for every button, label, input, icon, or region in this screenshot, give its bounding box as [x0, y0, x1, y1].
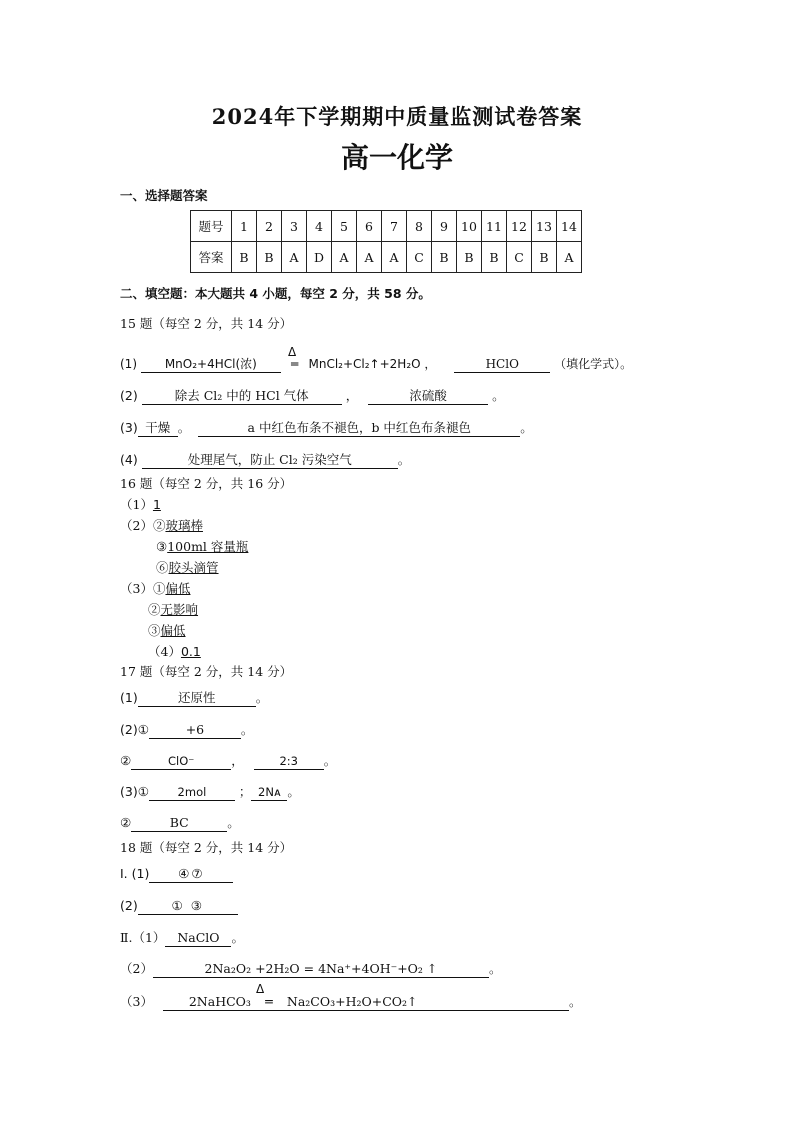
answer-cell: C — [507, 242, 532, 273]
q15-l1-sep: ， — [424, 357, 437, 371]
question-number-cell: 11 — [482, 211, 507, 242]
q17-l4-prefix: (3)① — [120, 784, 149, 799]
q17-l4-sep: ； — [238, 784, 252, 799]
q16-l1-answer: 1 — [152, 497, 161, 512]
q17-l3-answer2: 2:3 — [254, 753, 324, 770]
answer-cell: A — [332, 242, 357, 273]
q16-line2 — [120, 518, 203, 533]
answer-cell: A — [282, 242, 307, 273]
q18-l5-end: 。 — [568, 994, 582, 1009]
q15-l3-prefix: (3) — [120, 420, 138, 435]
q16-header: 16 题（每空 2 分，共 16 分） — [120, 476, 293, 491]
q16-l7-answer: 偏低 — [160, 623, 186, 638]
question-number-cell: 1 — [232, 211, 257, 242]
question-number-cell: 8 — [407, 211, 432, 242]
q15-l4-answer: 处理尾气，防止 Cl₂ 污染空气 — [142, 452, 398, 469]
q18-l5-answer — [163, 994, 569, 1011]
q15-header: 15 题（每空 2 分，共 14 分） — [120, 316, 293, 331]
q17-l5-answer: BC — [131, 815, 227, 832]
q18-l2-prefix: (2) — [120, 898, 138, 913]
answer-cell: D — [307, 242, 332, 273]
q17-l4-end: 。 — [287, 784, 300, 799]
q15-line1 — [120, 356, 632, 373]
answer-cell: A — [357, 242, 382, 273]
q16-line7 — [148, 623, 186, 638]
q17-header: 17 题（每空 2 分，共 14 分） — [120, 664, 293, 679]
q17-l3-end: 。 — [323, 753, 337, 768]
q16-l4-answer: 胶头滴管 — [168, 560, 219, 575]
q15-l3-sep: 。 — [177, 420, 191, 435]
q18-l4-end: 。 — [488, 961, 502, 976]
answer-cell: B — [257, 242, 282, 273]
q15-l4-prefix: (4) — [120, 452, 138, 467]
question-number-cell: 2 — [257, 211, 282, 242]
equals-sign: ═ — [291, 357, 299, 371]
row-label-answer: 答案 — [191, 242, 232, 273]
table-row-answers — [191, 242, 582, 273]
page-subtitle: 高一化学 — [340, 141, 453, 174]
q16-line1 — [120, 497, 161, 512]
q18-l3-answer: NaClO — [165, 930, 231, 947]
question-number-cell: 10 — [457, 211, 482, 242]
delta-heat-symbol: Δ — [256, 982, 265, 996]
q15-l1-equation-right: MnCl₂+Cl₂↑+2H₂O — [308, 357, 421, 371]
q16-l6-answer: 无影响 — [160, 602, 199, 617]
q17-line3 — [120, 753, 336, 770]
q18-l3-end: 。 — [231, 930, 244, 945]
q15-line2 — [120, 388, 505, 405]
q16-l7-prefix: ③ — [148, 623, 161, 638]
q15-l4-end: 。 — [397, 452, 411, 467]
q16-l3-prefix: ③ — [156, 539, 168, 554]
q15-line4 — [120, 452, 410, 469]
q16-line5 — [120, 581, 190, 596]
q18-l5-equation-right: Na₂CO₃+H₂O+CO₂↑ — [286, 994, 418, 1009]
q15-l2-prefix: (2) — [120, 388, 138, 403]
q16-l2-prefix: （2）② — [120, 518, 166, 533]
q15-l2-answer1: 除去 Cl₂ 中的 HCl 气体 — [142, 388, 342, 405]
question-number-cell: 3 — [282, 211, 307, 242]
q18-l2-answer: ① ③ — [138, 898, 238, 915]
answer-cell: B — [232, 242, 257, 273]
q18-l1-answer: ④⑦ — [149, 866, 233, 883]
q17-l1-end: 。 — [255, 690, 269, 705]
answer-cell: B — [457, 242, 482, 273]
q16-l3-answer: 100ml 容量瓶 — [167, 539, 249, 554]
q15-l3-answer1: 干燥 — [138, 420, 178, 437]
equals-sign: ═ — [265, 994, 273, 1009]
answer-cell: A — [382, 242, 407, 273]
answer-cell: C — [407, 242, 432, 273]
q18-line4 — [120, 961, 501, 978]
q17-l3-prefix: ② — [120, 753, 132, 768]
q15-l1-prefix: (1) — [120, 357, 137, 371]
q16-l8-answer: 0.1 — [180, 644, 201, 659]
q18-l5-equation-left: 2NaHCO₃ — [188, 994, 251, 1009]
question-number-cell: 9 — [432, 211, 457, 242]
q18-l5-prefix: （3） — [120, 994, 153, 1009]
q16-line8 — [148, 644, 201, 659]
q16-line6 — [148, 602, 198, 617]
q16-line4 — [156, 560, 219, 575]
q15-l1-note: （填化学式）。 — [554, 357, 633, 371]
q16-l5-prefix: （3）① — [120, 581, 166, 596]
q17-line2 — [120, 722, 253, 739]
section2-heading: 二、填空题：本大题共 4 小题，每空 2 分，共 58 分。 — [120, 286, 431, 301]
answer-cell: A — [557, 242, 582, 273]
q17-l2-prefix: (2)① — [120, 722, 149, 737]
q15-l2-sep: ， — [345, 388, 359, 403]
q15-l2-answer2: 浓硫酸 — [368, 388, 488, 405]
answer-cell: B — [482, 242, 507, 273]
q16-l8-prefix: （4） — [148, 644, 181, 659]
delta-heat-symbol: Δ — [288, 345, 297, 359]
q17-line5 — [120, 815, 240, 832]
question-number-cell: 5 — [332, 211, 357, 242]
q15-l1-answer2: HClO — [454, 356, 550, 373]
q17-l2-end: 。 — [240, 722, 254, 737]
q18-l3-prefix: Ⅱ.（1） — [120, 930, 166, 945]
q17-line1 — [120, 690, 268, 707]
q18-l4-answer: 2Na₂O₂ +2H₂O = 4Na⁺+4OH⁻+O₂ ↑ — [153, 961, 489, 978]
q16-line3 — [156, 539, 248, 554]
q18-l4-prefix: （2） — [120, 961, 153, 976]
q18-l1-prefix: Ⅰ. (1) — [120, 866, 150, 881]
q17-line4 — [120, 784, 300, 801]
q15-l1-equation-left: MnO₂+4HCl(浓) — [141, 356, 281, 373]
q17-l3-answer1: ClO⁻ — [131, 753, 231, 770]
q16-l5-answer: 偏低 — [165, 581, 191, 596]
answer-table — [190, 210, 582, 273]
q18-header: 18 题（每空 2 分，共 14 分） — [120, 840, 293, 855]
q17-l5-prefix: ② — [120, 815, 132, 830]
q17-l1-prefix: (1) — [120, 690, 138, 705]
q18-line3 — [120, 930, 244, 947]
q15-line3 — [120, 420, 533, 437]
q18-line1 — [120, 866, 233, 883]
q16-l4-prefix: ⑥ — [156, 560, 169, 575]
question-number-cell: 14 — [557, 211, 582, 242]
q18-line5 — [120, 994, 581, 1011]
answer-cell: B — [432, 242, 457, 273]
question-number-cell: 4 — [307, 211, 332, 242]
q16-l1-prefix: （1） — [120, 497, 153, 512]
q17-l1-answer: 还原性 — [138, 690, 256, 707]
section1-heading: 一、选择题答案 — [120, 188, 208, 203]
answer-cell: B — [532, 242, 557, 273]
q15-l2-end: 。 — [492, 388, 505, 403]
page-title: 2024年下学期期中质量监测试卷答案 — [211, 104, 583, 129]
q17-l5-end: 。 — [227, 815, 240, 830]
question-number-cell: 12 — [507, 211, 532, 242]
table-row-numbers — [191, 211, 582, 242]
question-number-cell: 7 — [382, 211, 407, 242]
q15-l3-answer2: a 中红色布条不褪色，b 中红色布条褪色 — [198, 420, 520, 437]
question-number-cell: 6 — [357, 211, 382, 242]
question-number-cell: 13 — [532, 211, 557, 242]
q17-l2-answer: +6 — [149, 722, 241, 739]
q17-l3-sep: ， — [231, 753, 244, 768]
q17-l4-answer1: 2mol — [149, 784, 235, 801]
q16-l2-answer: 玻璃棒 — [165, 518, 203, 533]
q16-l6-prefix: ② — [148, 602, 161, 617]
q15-l3-end: 。 — [520, 420, 533, 435]
row-label-number: 题号 — [191, 211, 232, 242]
q18-line2 — [120, 898, 238, 915]
q17-l4-answer2: 2Nᴀ — [251, 784, 287, 801]
